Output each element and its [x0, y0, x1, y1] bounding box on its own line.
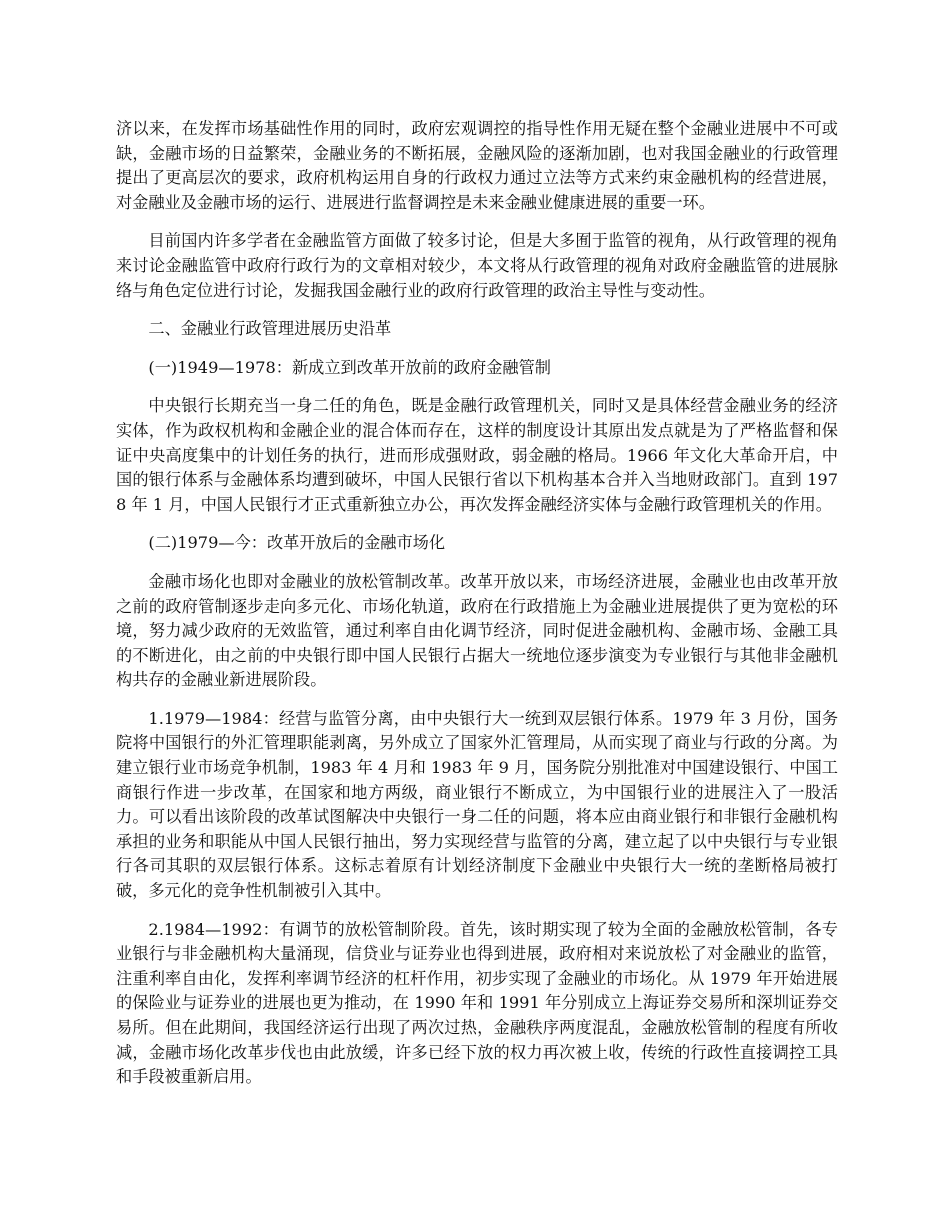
paragraph-1979-1984: 1.1979—1984：经营与监管分离，由中央银行大一统到双层银行体系。1979 年 3 月份，国务院将中国银行的外汇管理职能剥离，另外成立了国家外汇管理局，从而实现了商业与行政的分离。为建立银行业市场竞争机制，1983 年 4 月和 1983 年 9 月，国务院分别批准对中国建设银行、中国工商银行作进一步改革，在国家和地方两级，商业银行不断成立，为中国银行业的进展注入了一股活力。可以看出该阶段的改革试图解决中央银行一身二任的问题，将本应由商业银行和非银行金融机构承担的业务和职能从中国人民银行抽出，努力实现经营与监管的分离，建立起了以中央银行与专业银行各司其职的双层银行体系。这标志着原有计划经济制度下金融业中央银行大一统的垄断格局被打破，多元化的竞争性机制被引入其中。 [116, 708, 838, 901]
subsection-heading-1949-1978: (一)1949—1978：新成立到改革开放前的政府金融管制 [148, 357, 551, 377]
section-heading-history: 二、金融业行政管理进展历史沿革 [148, 319, 392, 339]
document-body [116, 117, 838, 1104]
paragraph-central-bank-role: 中央银行长期充当一身二任的角色，既是金融行政管理机关，同时又是具体经营金融业务的经济实体，作为政权机构和金融企业的混合体而存在，这样的制度设计其原出发点就是为了严格监督和保证中央高度集中的计划任务的执行，进而形成强财政，弱金融的格局。1966 年文化大革命开启，中国的银行体系与金融体系均遭到破坏，中国人民银行省以下机构基本合并入当地财政部门。直到 1978 年 1 月，中国人民银行才正式重新独立办公，再次发挥金融经济实体与金融行政管理机关的作用。 [116, 396, 838, 514]
paragraph-marketization: 金融市场化也即对金融业的放松管制改革。改革开放以来，市场经济进展，金融业也由改革开放之前的政府管制逐步走向多元化、市场化轨道，政府在行政措施上为金融业进展提供了更为宽松的环境，努力减少政府的无效监管，通过利率自由化调节经济，同时促进金融机构、金融市场、金融工具的不断进化，由之前的中央银行即中国人民银行占据大一统地位逐步演变为专业银行与其他非金融机构共存的金融业新进展阶段。 [116, 571, 838, 690]
paragraph-1984-1992: 2.1984—1992：有调节的放松管制阶段。首先，该时期实现了较为全面的金融放松管制，各专业银行与非金融机构大量涌现，信贷业与证券业也得到进展，政府相对来说放松了对金融业的监管，注重利率自由化，发挥利率调节经济的杠杆作用，初步实现了金融业的市场化。从 1979 年开始进展的保险业与证券业的进展也更为推动，在 1990 年和 1991 年分别成立上海证券交易所和深圳证券交易所。但在此期间，我国经济运行出现了两次过热，金融秩序两度混乱，金融放松管制的程度有所收减，金融市场化改革步伐也由此放缓，许多已经下放的权力再次被上收，传统的行政性直接调控工具和手段被重新启用。 [116, 919, 838, 1087]
paragraph-intro-continuation: 济以来，在发挥市场基础性作用的同时，政府宏观调控的指导性作用无疑在整个金融业进展中不可或缺，金融市场的日益繁荣，金融业务的不断拓展，金融风险的逐渐加剧，也对我国金融业的行政管理提出了更高层次的要求，政府机构运用自身的行政权力通过立法等方式来约束金融机构的经营进展，对金融业及金融市场的运行、进展进行监督调控是未来金融业健康进展的重要一环。 [116, 119, 838, 212]
subsection-heading-1979-present: (二)1979—今：改革开放后的金融市场化 [148, 533, 446, 553]
paragraph-research-background: 目前国内许多学者在金融监管方面做了较多讨论，但是大多囿于监管的视角，从行政管理的视角来讨论金融监管中政府行政行为的文章相对较少，本文将从行政管理的视角对政府金融监管的进展脉络与角色定位进行讨论，发掘我国金融行业的政府行政管理的政治主导性与变动性。 [116, 231, 838, 300]
